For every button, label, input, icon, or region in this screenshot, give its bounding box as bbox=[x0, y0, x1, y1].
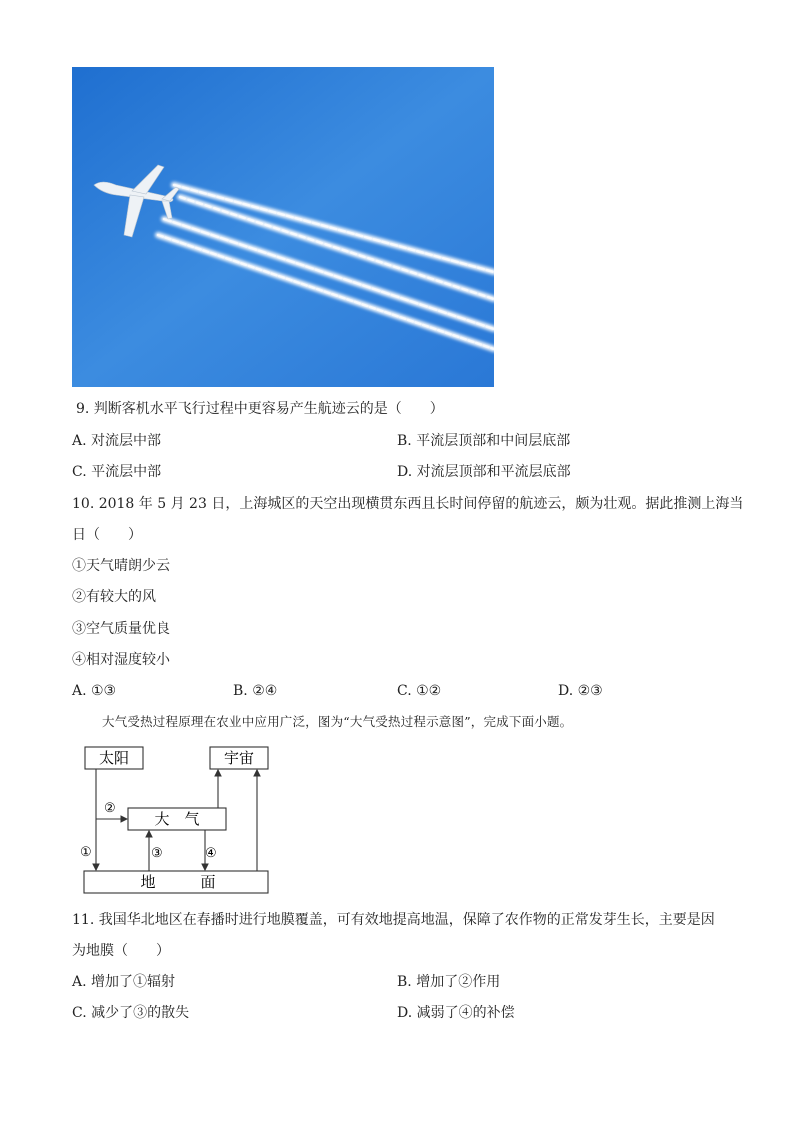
q9-option-a[interactable]: A. 对流层中部 bbox=[72, 433, 162, 449]
space-label: 宇宙 bbox=[223, 749, 255, 767]
q9-option-b[interactable]: B. 平流层顶部和中间层底部 bbox=[397, 433, 571, 449]
q10-option-a[interactable]: A. ①③ bbox=[72, 683, 117, 699]
q11-option-d[interactable]: D. 减弱了④的补偿 bbox=[397, 1005, 515, 1021]
q10-stem-line1: 10. 2018 年 5 月 23 日，上海城区的天空出现横贯东西且长时间停留的航迹云，颇为壮观。据此推测上海当 bbox=[72, 496, 744, 512]
mark-4: ④ bbox=[205, 846, 217, 861]
q10-stem-line2: 日（ ） bbox=[72, 527, 142, 543]
q9-stem: 9. 判断客机水平飞行过程中更容易产生航迹云的是（ ） bbox=[76, 401, 444, 417]
q10-option-d[interactable]: D. ②③ bbox=[558, 683, 603, 699]
q10-item-3: ③空气质量优良 bbox=[72, 621, 170, 637]
ground-label: 地 面 bbox=[140, 873, 216, 891]
q11-stem-line1: 11. 我国华北地区在春播时进行地膜覆盖，可有效地提高地温，保障了农作物的正常发芽生长，主要是因 bbox=[72, 912, 715, 928]
q10-item-1: ①天气晴朗少云 bbox=[72, 558, 170, 574]
airplane-contrail-image bbox=[72, 67, 494, 387]
q10-item-2: ②有较大的风 bbox=[72, 589, 156, 605]
sun-label: 太阳 bbox=[98, 749, 130, 767]
q9-option-c[interactable]: C. 平流层中部 bbox=[72, 464, 162, 480]
mark-1: ① bbox=[80, 845, 92, 860]
q11-option-c[interactable]: C. 减少了③的散失 bbox=[72, 1005, 190, 1021]
q10-option-b[interactable]: B. ②④ bbox=[233, 683, 278, 699]
atmosphere-label: 大 气 bbox=[154, 810, 200, 828]
q11-option-a[interactable]: A. 增加了①辐射 bbox=[72, 974, 176, 990]
diagram-intro: 大气受热过程原理在农业中应用广泛，图为“大气受热过程示意图”，完成下面小题。 bbox=[102, 714, 573, 729]
q11-stem-line2: 为地膜（ ） bbox=[72, 943, 170, 959]
contrail-photo bbox=[72, 67, 494, 387]
q10-item-4: ④相对湿度较小 bbox=[72, 652, 170, 668]
mark-2: ② bbox=[104, 801, 116, 816]
q9-option-d[interactable]: D. 对流层顶部和平流层底部 bbox=[397, 464, 571, 480]
q10-option-c[interactable]: C. ①② bbox=[397, 683, 442, 699]
mark-3: ③ bbox=[151, 846, 163, 861]
atmosphere-heating-diagram bbox=[78, 742, 278, 902]
q11-option-b[interactable]: B. 增加了②作用 bbox=[397, 974, 501, 990]
